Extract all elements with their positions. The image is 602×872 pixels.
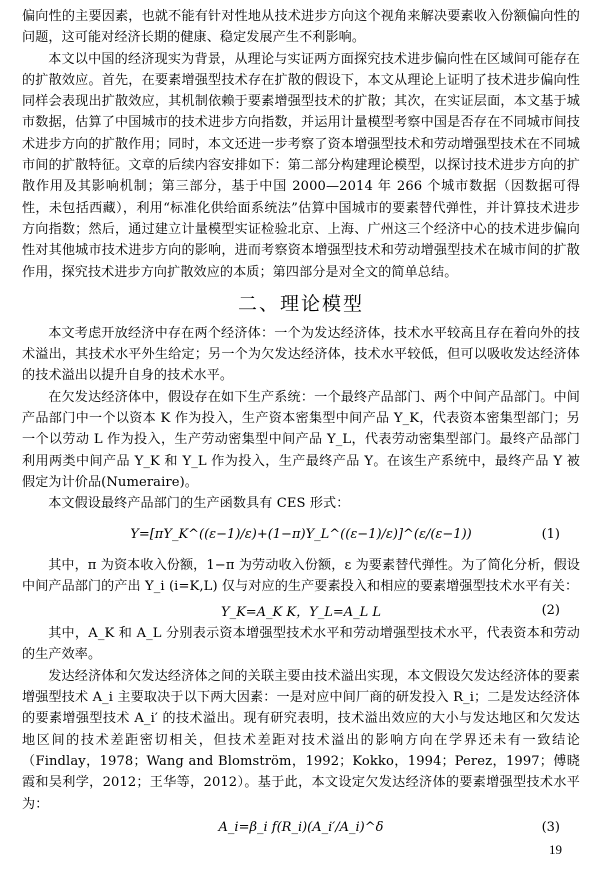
equation-2: [22, 597, 580, 623]
equation-3-number: (3): [541, 820, 560, 836]
paragraph-spillover: 发达经济体和欠发达经济体之间的关联主要由技术溢出实现，本文假设欠发达经济体的要素增强型技术 A_i 主要取决于以下两大因素：一是对应中间厂商的研发投入 R_i；二是发达经济体的要素增强型技术 A_i′ 的技术溢出。现有研究表明，技术溢出效应的大小与发达地区和欠发达地区间的技术差距密切相关，但技术差距对技术溢出的影响方向在学界还未有一致结论（Findlay，1978；Wang and Blomström，1992；Kokko，1994；Perez，1997；傅晓霞和吴利学，2012；王华等，2012）。基于此，本文设定欠发达经济体的要素增强型技术水平为：: [22, 668, 580, 812]
equation-3: [22, 815, 580, 841]
paragraph-after-eq1: 其中，π 为资本收入份额，1−π 为劳动收入份额，ε 为要素替代弹性。为了简化分析，假设中间产品部门的产出 Y_i (i=K,L) 仅与对应的生产要素投入和相应的要素增强型技术水平有关：: [22, 557, 580, 594]
equation-1-body: Y=[πY_K^((ε−1)/ε)+(1−π)Y_L^((ε−1)/ε)]^(ε/(ε−1)): [130, 527, 472, 543]
equation-3-body: A_i=β_i f(R_i)(A_i′/A_i)^δ: [218, 820, 384, 836]
paragraph-production-system: 在欠发达经济体中，假设存在如下生产系统：一个最终产品部门、两个中间产品部门。中间产品部门中一个以资本 K 作为投入，生产资本密集型中间产品 Y_K，代表资本密集型部门；另一个以劳动 L 作为投入，生产劳动密集型中间产品 Y_L，代表劳动密集型部门。最终产品部门利用两类中间产品 Y_K 和 Y_L 作为投入，生产最终产品 Y。在该生产系统中，最终产品 Y 被假定为计价品(Numeraire)。: [22, 389, 580, 490]
paragraph-ces: 本文假设最终产品部门的生产函数具有 CES 形式：: [48, 496, 350, 512]
equation-2-number: (2): [541, 602, 560, 618]
section-heading: 二、理论模型: [237, 292, 364, 315]
equation-1-number: (1): [541, 527, 560, 543]
paragraph-model-setup: 本文考虑开放经济中存在两个经济体：一个为发达经济体，技术水平较高且存在着向外的技术溢出，其技术水平外生给定；另一个为欠发达经济体，技术水平较低，但可以吸收发达经济体的技术溢出以提升自身的技术水平。: [22, 325, 580, 384]
equation-2-body: Y_K=A_K K，Y_L=A_L L: [220, 604, 382, 620]
equation-1: [22, 515, 580, 555]
paragraph-intro-end: 偏向性的主要因素，也就不能有针对性地从技术进步方向这个视角来解决要素收入份额偏向性的问题，这可能对经济长期的健康、稳定发展产生不利影响。: [22, 9, 580, 46]
paragraph-outline: 本文以中国的经济现实为背景，从理论与实证两方面探究技术进步偏向性在区域间可能存在的扩散效应。首先，在要素增强型技术存在扩散的假设下，本文从理论上证明了技术进步偏向性同样会表现出扩散效应，其机制依赖于要素增强型技术的扩散；其次，在实证层面，本文基于城市数据，估算了中国城市的技术进步方向指数，并运用计量模型考察中国是否存在不同城市间技术进步方向的扩散作用；同时，本文还进一步考察了资本增强型技术和劳动增强型技术在不同城市间的扩散特征。文章的后续内容安排如下：第二部分构建理论模型，以探讨技术进步方向的扩散作用及其影响机制；第三部分，基于中国 2000—2014 年 266 个城市数据（因数据可得性，未包括西藏），利用“标准化供给面系统法”估算中国城市的要素替代弹性，并计算技术进步方向指数；然后，通过建立计量模型实证检验北京、上海、广州这三个经济中心的技术进步偏向性对其他城市技术进步方向的影响，进而考察资本增强型技术和劳动增强型技术在城市间的扩散作用，探究技术进步方向扩散效应的本质；第四部分是对全文的简单总结。: [22, 51, 580, 280]
page-number: 19: [549, 842, 562, 857]
paragraph-after-eq2: 其中，A_K 和 A_L 分别表示资本增强型技术水平和劳动增强型技术水平，代表资本和劳动的生产效率。: [22, 626, 580, 663]
